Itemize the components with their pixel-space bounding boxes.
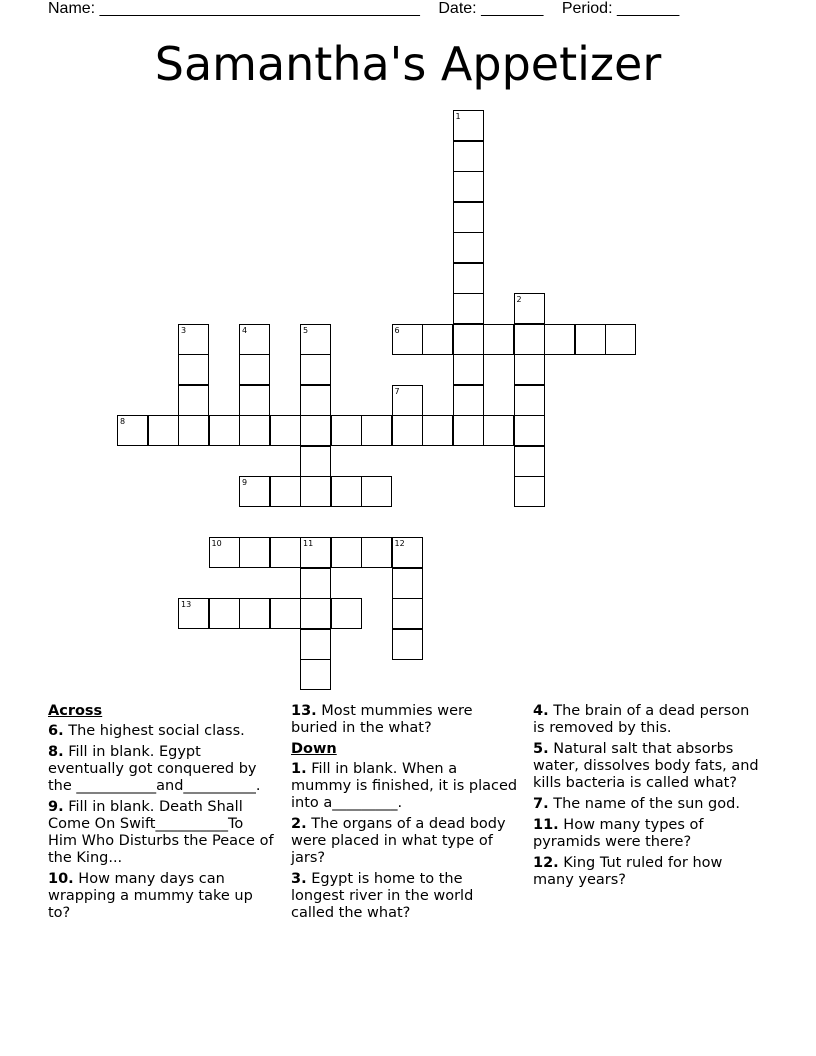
across-clue bbox=[291, 703, 519, 737]
down-clue bbox=[533, 703, 761, 737]
clue-text: The brain of a dead person is removed by this. bbox=[533, 703, 750, 736]
clue-text: How many days can wrapping a mummy take up to? bbox=[48, 871, 253, 921]
grid-cell[interactable] bbox=[331, 598, 362, 629]
cell-number: 7 bbox=[394, 386, 400, 396]
grid-cell[interactable] bbox=[453, 141, 484, 172]
cell-number: 11 bbox=[303, 539, 314, 548]
grid-cell[interactable] bbox=[453, 202, 484, 233]
grid-cell[interactable] bbox=[300, 476, 331, 507]
clue-number: 1. bbox=[291, 761, 307, 777]
grid-cell[interactable] bbox=[239, 354, 270, 385]
grid-cell[interactable] bbox=[300, 354, 331, 385]
down-clue bbox=[533, 796, 761, 813]
clue-text: Fill in blank. Egypt eventually got conquered by the ___________and__________. bbox=[48, 744, 261, 794]
grid-cell[interactable] bbox=[514, 324, 545, 355]
grid-cell[interactable] bbox=[453, 232, 484, 263]
grid-cell[interactable] bbox=[300, 537, 331, 568]
clue-text: Natural salt that absorbs water, dissolves body fats, and kills bacteria is called what? bbox=[533, 741, 759, 791]
grid-cell[interactable] bbox=[605, 324, 636, 355]
grid-cell[interactable] bbox=[483, 415, 514, 446]
cell-number: 10 bbox=[211, 539, 222, 548]
grid-cell[interactable] bbox=[453, 415, 484, 446]
puzzle-title: Samantha's Appetizer bbox=[154, 37, 662, 91]
grid-cell[interactable] bbox=[239, 598, 270, 629]
cell-number: 4 bbox=[242, 325, 248, 335]
clue-text: The name of the sun god. bbox=[553, 796, 740, 812]
across-heading: Across bbox=[48, 703, 103, 719]
grid-cell[interactable] bbox=[270, 415, 301, 446]
clue-text: The organs of a dead body were placed in what type of jars? bbox=[291, 816, 506, 866]
clue-text: How many types of pyramids were there? bbox=[533, 817, 704, 850]
across-clue bbox=[48, 723, 276, 740]
grid-cell[interactable] bbox=[331, 476, 362, 507]
grid-cell[interactable] bbox=[514, 446, 545, 477]
grid-cell[interactable] bbox=[392, 385, 423, 416]
grid-cell[interactable] bbox=[300, 446, 331, 477]
grid-cell[interactable] bbox=[361, 415, 392, 446]
grid-cell[interactable] bbox=[178, 598, 209, 629]
grid-cell[interactable] bbox=[453, 263, 484, 294]
grid-cell[interactable] bbox=[453, 171, 484, 202]
clue-text: Fill in blank. When a mummy is finished, it is placed into a_________. bbox=[291, 761, 518, 811]
clue-number: 9. bbox=[48, 799, 64, 815]
clue-number: 4. bbox=[533, 703, 549, 719]
clue-number: 2. bbox=[291, 816, 307, 832]
grid-cell[interactable] bbox=[209, 415, 240, 446]
grid-cell[interactable] bbox=[209, 537, 240, 568]
date-field[interactable]: Date: _______ bbox=[438, 0, 544, 17]
name-field[interactable]: Name: ____________________________________ bbox=[48, 0, 420, 17]
across-clue bbox=[48, 871, 276, 922]
grid-cell[interactable] bbox=[453, 324, 484, 355]
across-clue bbox=[48, 799, 276, 867]
grid-cell[interactable] bbox=[300, 324, 331, 355]
clue-text: King Tut ruled for how many years? bbox=[533, 855, 723, 888]
grid-cell[interactable] bbox=[239, 476, 270, 507]
clue-number: 13. bbox=[291, 703, 317, 719]
grid-cell[interactable] bbox=[148, 415, 179, 446]
cell-number: 5 bbox=[303, 325, 309, 335]
grid-cell[interactable] bbox=[270, 476, 301, 507]
grid-cell[interactable] bbox=[361, 537, 392, 568]
grid-cell[interactable] bbox=[239, 415, 270, 446]
clue-column-2 bbox=[291, 703, 519, 926]
grid-cell[interactable] bbox=[117, 415, 148, 446]
grid-cell[interactable] bbox=[514, 293, 545, 324]
clue-number: 6. bbox=[48, 723, 64, 739]
grid-cell[interactable] bbox=[331, 415, 362, 446]
grid-cell[interactable] bbox=[239, 324, 270, 355]
grid-cell[interactable] bbox=[392, 324, 423, 355]
clue-text: Most mummies were buried in the what? bbox=[291, 703, 473, 736]
grid-cell[interactable] bbox=[422, 324, 453, 355]
cell-number: 6 bbox=[394, 325, 400, 335]
down-clue bbox=[291, 871, 519, 922]
grid-cell[interactable] bbox=[239, 537, 270, 568]
cell-number: 1 bbox=[455, 112, 461, 121]
clue-number: 5. bbox=[533, 741, 549, 757]
grid-cell[interactable] bbox=[392, 598, 423, 629]
down-clue bbox=[533, 855, 761, 889]
grid-cell[interactable] bbox=[178, 354, 209, 385]
grid-cell[interactable] bbox=[270, 537, 301, 568]
clue-column-3 bbox=[533, 703, 761, 893]
grid-cell[interactable] bbox=[300, 568, 331, 599]
grid-cell[interactable] bbox=[514, 385, 545, 416]
clue-text: Egypt is home to the longest river in the world called the what? bbox=[291, 871, 474, 921]
cell-number: 13 bbox=[181, 600, 192, 609]
grid-cell[interactable] bbox=[209, 598, 240, 629]
grid-cell[interactable] bbox=[239, 385, 270, 416]
clue-text: Fill in blank. Death Shall Come On Swift__________To Him Who Disturbs the Peace of the King... bbox=[48, 799, 274, 866]
clue-number: 3. bbox=[291, 871, 307, 887]
grid-cell[interactable] bbox=[178, 324, 209, 355]
grid-cell[interactable] bbox=[270, 598, 301, 629]
down-clue bbox=[291, 816, 519, 867]
grid-cell[interactable] bbox=[300, 629, 331, 660]
grid-cell[interactable] bbox=[361, 476, 392, 507]
grid-cell[interactable] bbox=[392, 568, 423, 599]
grid-cell[interactable] bbox=[300, 385, 331, 416]
grid-cell[interactable] bbox=[178, 415, 209, 446]
clue-number: 11. bbox=[533, 817, 559, 833]
grid-cell[interactable] bbox=[514, 354, 545, 385]
grid-cell[interactable] bbox=[453, 385, 484, 416]
clue-text: The highest social class. bbox=[68, 723, 245, 739]
grid-cell[interactable] bbox=[300, 659, 331, 690]
clue-number: 7. bbox=[533, 796, 549, 812]
cell-number: 3 bbox=[181, 325, 187, 335]
grid-cell[interactable] bbox=[422, 415, 453, 446]
grid-cell[interactable] bbox=[453, 354, 484, 385]
grid-cell[interactable] bbox=[300, 598, 331, 629]
clue-number: 10. bbox=[48, 871, 74, 887]
grid-cell[interactable] bbox=[544, 324, 575, 355]
grid-cell[interactable] bbox=[514, 476, 545, 507]
grid-cell[interactable] bbox=[514, 415, 545, 446]
cell-number: 12 bbox=[394, 539, 405, 548]
grid-cell[interactable] bbox=[392, 415, 423, 446]
cell-number: 9 bbox=[242, 478, 248, 487]
grid-cell[interactable] bbox=[392, 629, 423, 660]
grid-cell[interactable] bbox=[392, 537, 423, 568]
grid-cell[interactable] bbox=[575, 324, 606, 355]
grid-cell[interactable] bbox=[483, 324, 514, 355]
grid-cell[interactable] bbox=[453, 293, 484, 324]
clue-number: 12. bbox=[533, 855, 559, 871]
cell-number: 2 bbox=[516, 295, 522, 304]
grid-cell[interactable] bbox=[331, 537, 362, 568]
grid-cell[interactable] bbox=[300, 415, 331, 446]
grid-cell[interactable] bbox=[453, 110, 484, 141]
clue-number: 8. bbox=[48, 744, 64, 760]
clue-column-1 bbox=[48, 703, 276, 926]
across-clue bbox=[48, 744, 276, 795]
cell-number: 8 bbox=[120, 417, 126, 426]
grid-cell[interactable] bbox=[178, 385, 209, 416]
down-clue bbox=[533, 817, 761, 851]
down-clue bbox=[533, 741, 761, 792]
down-heading: Down bbox=[291, 741, 337, 757]
down-clue bbox=[291, 761, 519, 812]
period-field[interactable]: Period: _______ bbox=[561, 0, 680, 17]
